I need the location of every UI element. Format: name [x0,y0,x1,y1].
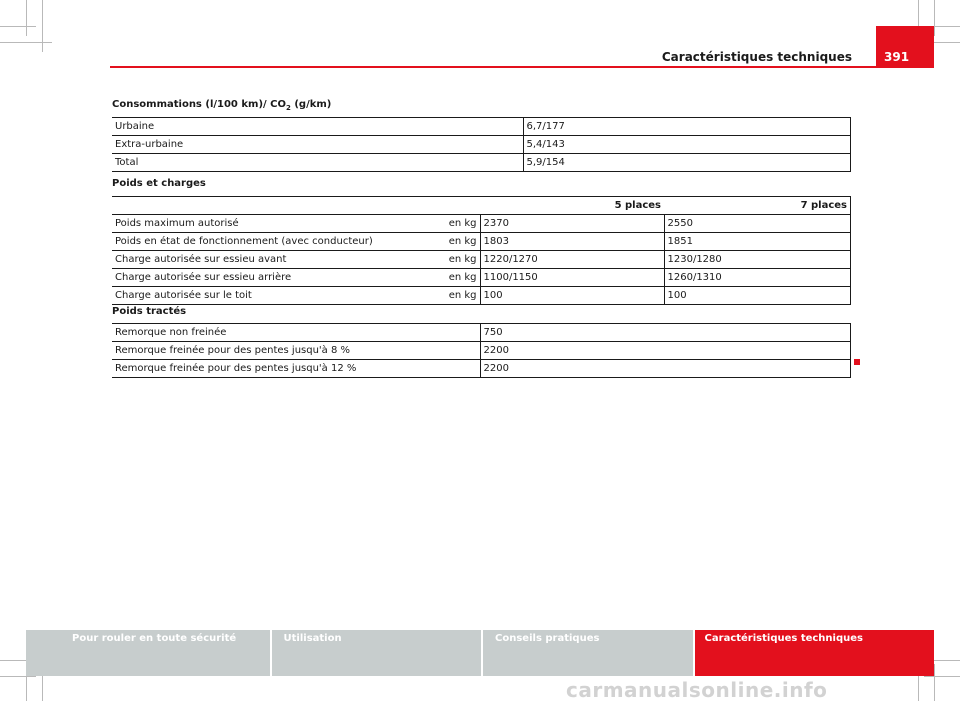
row-value-5: 1100/1150 [480,269,664,287]
header-empty [112,197,414,215]
table-row [112,287,851,305]
row-label: Remorque freinée pour des pentes jusqu'à 12 % [112,360,480,378]
table-row [112,251,851,269]
crop-mark [0,676,36,677]
crop-mark [934,0,935,36]
row-value: 750 [480,324,851,342]
end-of-section-square-icon [854,359,860,365]
table-row [112,118,851,136]
row-label: Urbaine [112,118,523,136]
row-label: Total [112,154,523,172]
row-value-7: 1851 [664,233,851,251]
row-label: Extra-urbaine [112,136,523,154]
table-row [112,154,851,172]
row-unit: en kg [414,233,480,251]
footer-tab-safety[interactable]: Pour rouler en toute sécurité [26,630,270,676]
row-label: Poids en état de fonctionnement (avec conducteur) [112,233,414,251]
crop-mark [934,664,935,701]
row-value: 5,9/154 [523,154,851,172]
header-rule [110,66,934,68]
row-value-5: 1803 [480,233,664,251]
row-value-5: 2370 [480,215,664,233]
table-row [112,342,851,360]
row-value-7: 1260/1310 [664,269,851,287]
row-label: Remorque freinée pour des pentes jusqu'à 8 % [112,342,480,360]
column-header-7-places: 7 places [664,197,851,215]
page-header-title: Caractéristiques techniques [661,50,852,64]
section-title-weights: Poids et charges [112,178,206,189]
row-label: Charge autorisée sur le toit [112,287,414,305]
row-value: 2200 [480,342,851,360]
row-value-5: 100 [480,287,664,305]
row-label: Charge autorisée sur essieu avant [112,251,414,269]
crop-mark [924,676,960,677]
table-row [112,324,851,342]
crop-mark [42,0,43,52]
page-number: 391 [876,26,934,66]
row-value-7: 2550 [664,215,851,233]
row-unit: en kg [414,287,480,305]
row-label: Charge autorisée sur essieu arrière [112,269,414,287]
footer-nav [26,630,934,676]
footer-tab-specs[interactable]: Caractéristiques techniques [695,630,934,676]
crop-mark [0,26,36,27]
consumption-title-text: Consommations (l/100 km)/ CO [112,99,286,110]
row-unit: en kg [414,215,480,233]
consumption-title-sub: 2 [286,104,291,112]
weights-table [112,196,851,305]
consumption-table [112,117,851,172]
table-row [112,233,851,251]
row-value-5: 1220/1270 [480,251,664,269]
row-unit: en kg [414,269,480,287]
table-header-row [112,197,851,215]
crop-mark [0,42,52,43]
consumption-title-unit: (g/km) [290,99,332,110]
header-empty [414,197,480,215]
footer-tab-usage[interactable]: Utilisation [272,630,482,676]
section-title-consumption [112,99,331,112]
column-header-5-places: 5 places [480,197,664,215]
row-label: Poids maximum autorisé [112,215,414,233]
table-row [112,269,851,287]
table-row [112,360,851,378]
row-value: 5,4/143 [523,136,851,154]
section-title-towing: Poids tractés [112,306,187,317]
table-row [112,136,851,154]
crop-mark [26,0,27,36]
row-value-7: 100 [664,287,851,305]
footer-tab-tips[interactable]: Conseils pratiques [483,630,693,676]
watermark: carmanualsonline.info [566,678,828,702]
row-label: Remorque non freinée [112,324,480,342]
row-value-7: 1230/1280 [664,251,851,269]
towing-table [112,323,851,378]
row-unit: en kg [414,251,480,269]
row-value: 2200 [480,360,851,378]
table-row [112,215,851,233]
row-value: 6,7/177 [523,118,851,136]
